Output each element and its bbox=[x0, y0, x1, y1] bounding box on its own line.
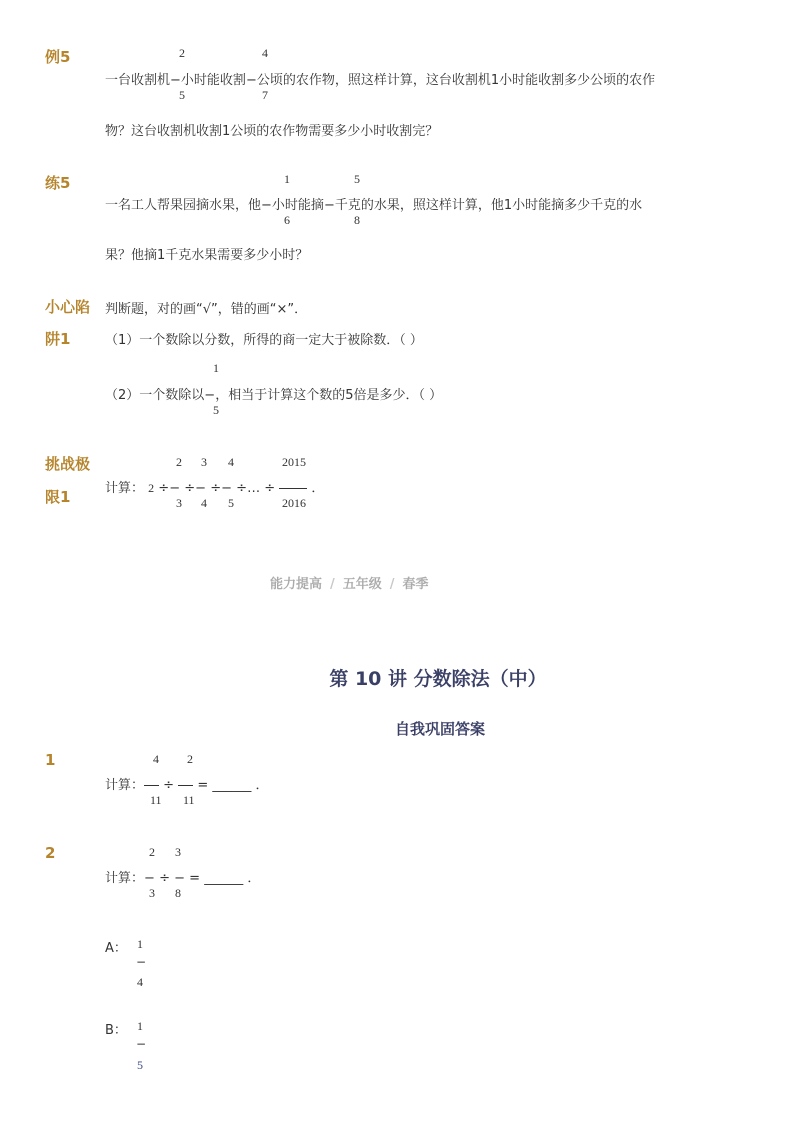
trap-1-label-line-1: 小心陷 bbox=[45, 298, 91, 316]
fraction-bar: − bbox=[204, 388, 216, 403]
divide-sign: ÷ bbox=[159, 871, 170, 886]
question-2-expression bbox=[105, 867, 260, 886]
fraction-bar: − bbox=[245, 73, 257, 88]
fraction-bar: − bbox=[195, 481, 207, 496]
fraction-numerator: 2 bbox=[187, 752, 193, 766]
fraction-denominator: 4 bbox=[201, 496, 207, 510]
lecture-title: 第 10 讲 分数除法（中） bbox=[329, 668, 547, 690]
footer-separator: / bbox=[330, 577, 335, 592]
text-segment: 一台收割机 bbox=[105, 73, 171, 88]
text-segment: 计算： bbox=[105, 778, 145, 793]
fraction-denominator: 7 bbox=[262, 88, 268, 102]
text-segment: 一名工人帮果园摘水果，他 bbox=[105, 198, 262, 213]
fraction-denominator: 3 bbox=[176, 496, 182, 510]
text-segment: 公顷的农作物，照这样计算，这台收割机1小时能收割多少公顷的农作 bbox=[256, 73, 656, 88]
example-5-line-1 bbox=[105, 69, 655, 88]
challenge-1-expression bbox=[105, 477, 324, 496]
fraction-numerator: 4 bbox=[262, 46, 268, 60]
challenge-1-label-line-2: 限1 bbox=[45, 488, 71, 506]
footer-part: 春季 bbox=[402, 577, 429, 592]
option-b-fraction-bar: − bbox=[136, 1037, 147, 1051]
text-segment: ，相当于计算这个数的5倍是多少．（ ） bbox=[215, 388, 443, 403]
fraction-numerator: 5 bbox=[354, 172, 360, 186]
example-5-line-2: 物？这台收割机收割1公顷的农作物需要多少小时收割完？ bbox=[105, 124, 439, 139]
text-segment: 小时能收割 bbox=[180, 73, 246, 88]
lecture-subtitle: 自我巩固答案 bbox=[394, 720, 485, 738]
equals-sign: = bbox=[189, 871, 201, 886]
option-a-fraction-bar: − bbox=[136, 955, 147, 969]
divide-sign: ÷ bbox=[210, 481, 222, 496]
fraction-numerator: 2 bbox=[176, 455, 182, 469]
fraction-denominator: 6 bbox=[284, 213, 290, 227]
answer-blank: ______ bbox=[212, 778, 252, 793]
practice-5-line-1 bbox=[105, 194, 642, 213]
fraction-denominator: 2016 bbox=[282, 496, 306, 510]
footer-separator: / bbox=[389, 577, 395, 592]
fraction-numerator: 2015 bbox=[282, 455, 306, 469]
fraction-bar: − bbox=[170, 73, 181, 88]
divide-sign: ÷ bbox=[236, 481, 248, 496]
trap-1-label-line-2: 阱1 bbox=[45, 330, 71, 348]
fraction-numerator: 2 bbox=[149, 845, 155, 859]
fraction-bar bbox=[144, 785, 159, 786]
fraction-bar: − bbox=[323, 198, 335, 213]
fraction-bar bbox=[178, 785, 193, 786]
question-2-number: 2 bbox=[45, 844, 56, 862]
text-segment: 计算： bbox=[105, 871, 145, 886]
fraction-numerator: 1 bbox=[213, 361, 219, 375]
number: 2 bbox=[148, 481, 155, 495]
fraction-bar bbox=[279, 488, 307, 489]
text-segment: 千克的水果，照这样计算，他1小时能摘多少千克的水 bbox=[334, 198, 643, 213]
ellipsis: … bbox=[247, 481, 261, 496]
footer-part: 能力提高 bbox=[270, 577, 323, 592]
fraction-denominator: 8 bbox=[175, 886, 181, 900]
text-segment: 计算： bbox=[105, 481, 145, 496]
fraction-denominator: 3 bbox=[149, 886, 155, 900]
period: ． bbox=[311, 481, 325, 496]
option-b-label[interactable]: B： bbox=[105, 1023, 127, 1038]
fraction-denominator: 5 bbox=[179, 88, 185, 102]
equals-sign: = bbox=[197, 778, 209, 793]
option-b-denominator: 5 bbox=[137, 1058, 143, 1072]
question-1-number: 1 bbox=[45, 751, 56, 769]
option-a-denominator: 4 bbox=[137, 975, 143, 989]
fraction-numerator: 2 bbox=[179, 46, 185, 60]
practice-5-label: 练5 bbox=[45, 174, 71, 192]
divide-sign: ÷ bbox=[184, 481, 196, 496]
fraction-bar: − bbox=[261, 198, 272, 213]
fraction-denominator: 5 bbox=[213, 403, 219, 417]
fraction-denominator: 11 bbox=[183, 793, 195, 807]
fraction-bar: − bbox=[221, 481, 233, 496]
option-b-numerator: 1 bbox=[137, 1019, 143, 1033]
option-a-numerator: 1 bbox=[137, 937, 143, 951]
text-segment: 小时能摘 bbox=[271, 198, 324, 213]
period: ． bbox=[247, 871, 261, 886]
trap-1-item-1: （1）一个数除以分数，所得的商一定大于被除数．（ ） bbox=[105, 333, 423, 348]
trap-1-item-2 bbox=[105, 384, 442, 403]
fraction-denominator: 5 bbox=[228, 496, 234, 510]
fraction-bar: − bbox=[169, 481, 181, 496]
trap-1-intro: 判断题，对的画“√”，错的画“×”． bbox=[105, 302, 308, 317]
fraction-numerator: 4 bbox=[153, 752, 159, 766]
challenge-1-label-line-1: 挑战极 bbox=[45, 455, 91, 473]
fraction-numerator: 1 bbox=[284, 172, 290, 186]
answer-blank: ______ bbox=[204, 871, 244, 886]
fraction-numerator: 3 bbox=[175, 845, 181, 859]
question-1-expression bbox=[105, 774, 269, 793]
text-segment: （2）一个数除以 bbox=[105, 388, 205, 403]
fraction-numerator: 4 bbox=[228, 455, 234, 469]
fraction-bar: − bbox=[174, 871, 186, 886]
practice-5-line-2: 果？他摘1千克水果需要多少小时？ bbox=[105, 248, 309, 263]
fraction-denominator: 11 bbox=[150, 793, 162, 807]
divide-sign: ÷ bbox=[163, 778, 175, 793]
divide-sign: ÷ bbox=[158, 481, 170, 496]
option-a-label[interactable]: A： bbox=[105, 941, 127, 956]
fraction-denominator: 8 bbox=[354, 213, 360, 227]
divide-sign: ÷ bbox=[264, 481, 276, 496]
fraction-numerator: 3 bbox=[201, 455, 207, 469]
fraction-bar: − bbox=[144, 871, 155, 886]
page-footer bbox=[270, 573, 429, 592]
footer-part: 五年级 bbox=[342, 577, 382, 592]
example-5-label: 例5 bbox=[45, 48, 71, 66]
period: ． bbox=[255, 778, 269, 793]
